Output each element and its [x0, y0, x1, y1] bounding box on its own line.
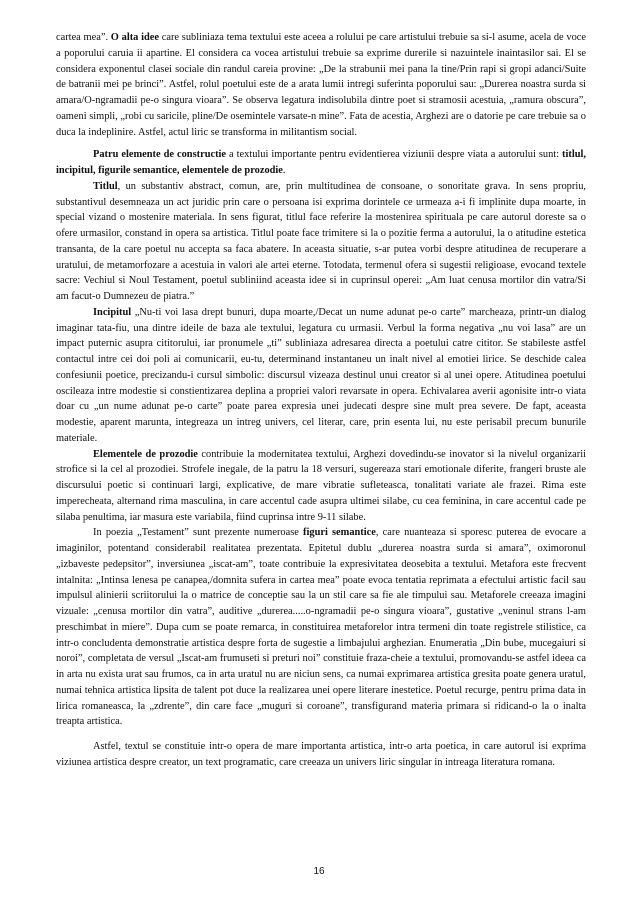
bold-text: Titlul	[93, 180, 118, 192]
body-text: „Nu-ti voi lasa drept bunuri, dupa moarte,/Decat un nume adunat pe-o carte” marcheaza, printr-un dialog imaginar tata-fiu, una dintre ideile de baza ale textului, legatura cu urmasii. Verbul la forma negativa „nu voi lasa” are un impact puternic asupra cititorului, iar pronumele „ti” subliniaza adresarea directa a poetului catre cititor. Se stabileste astfel contactul intre cei doi poli ai comunicarii, eu-tu, determinand instantaneu un inalt nivel al emotiei lirice. Se deschide calea confesiunii poetice, precizandu-i cursul simbolic: discursul vizeaza destinul unui creator si al unei opere. Atitudinea poetului oscileaza intre modestie si constientizarea deplina a propriei valori revarsate in opera. Echivalarea averii agonisite intr-o viata doar cu „un nume adunat pe-o carte” poate parea expresia unei judecati despre sine mult prea severe. De fapt, aceasta modestie, aparent marunta, integreaza un intreg univers, cel literar, care, prin esenta lui, nu este perisabil precum bunurile materiale.	[56, 306, 586, 444]
paragraph-p7	[56, 739, 586, 771]
body-text: a textului importante pentru evidentierea viziunii despre viata a autorului sunt:	[226, 149, 563, 161]
bold-text: Elementele de prozodie	[93, 448, 198, 460]
bold-text: titlul, incipitul, figurile semantice, elementele de prozodie	[56, 149, 586, 176]
page-number: 16	[313, 866, 325, 877]
paragraph-p5	[56, 447, 586, 526]
body-text: contribuie la modernitatea textului, Arghezi dovedindu-se inovator si la nivelul organizarii strofice si la cel al prozodiei. Strofele inegale, de la patru la 18 versuri, sugereaza stari emotionale diferite, frangeri bruste ale discursului poetic si continuari largi, explicative, de mare vibratie sufleteasca, tonalitati variate ale frazei. Rima este imperecheata, alternand rima masculina, in care accentul cade asupra ultimei silabe, cu cea feminina, in care accentul cade pe silaba penultima, iar masura este variabila, fiind cuprinsa intre 9-11 silabe.	[56, 448, 586, 523]
bold-text: O alta idee	[110, 32, 159, 43]
paragraph-p3	[56, 179, 586, 305]
bold-text: Patru elemente de constructie	[93, 149, 227, 161]
paragraph-p4	[56, 305, 586, 447]
bold-text: figuri semantice	[303, 527, 376, 539]
body-text: Astfel, textul se constituie intr-o opera de mare importanta artistica, intr-o arta poetica, in care autorul isi exprima viziunea artistica despre creator, un text programatic, care creeaza un univers liric singular in intreaga literatura romana.	[56, 741, 586, 768]
paragraph-p6	[56, 525, 586, 730]
body-text: care subliniaza tema textului este aceea a rolului pe care artistului trebuie sa si-l asume, acela de voce a poporului caruia ii apartine. El considera ca vocea artistului trebuie sa exprime durerile si nazuintele inaintasilor sai. El se considera exponentul clasei sociale din randul careia provine: „De la strabunii mei pana la tine/Prin rapi si gropi adanci/Suite de batranii mei pe brinci”. Astfel, rolul poetului este de a arata lumii intregi suferinta poporului sau: „Durerea noastra surda si amara/O-ngramadii pe-o singura vioara”. Se observa legatura indisolubila dintre poet si stramosii acestuia, „ramura obscura”, oameni simpli, „robi cu saricile, pline/De osemintele varsate-n mine”. Fata de acestia, Arghezi are o datorie pe care trebuie sa o duca la indeplinire. Astfel, actul liric se transforma in militantism social.	[56, 32, 586, 138]
paragraph-p2	[56, 147, 586, 179]
paragraph-p1	[56, 30, 586, 140]
body-text: , care nuanteaza si sporesc puterea de evocare a imaginilor, potentand considerabil realitatea prezentata. Epitetul dublu „durerea noastra surda si amara”, oximoronul „izbaveste pedepsitor”, inversiunea „iscat-am”, toate contribuie la expresivitatea deosebita a textului. Metafora este frecvent intalnita: „Intinsa lenesa pe canapea,/domnita sufera in cartea mea” poate evoca tentatia reprimata a efectului artistic facil sau impulsul alinierii scriitorului la o matrice de conceptie sau la un stil care sa fie ale timpului sau. Metaforele creeaza imagini vizuale: „cenusa mortilor din vatra”, auditive „durerea.....o-ngramadii pe-o singura vioara”, gustative „veninul strans l-am preschimbat in miere”. Dupa cum se poate remarca, in constituirea metaforelor intra termeni din toate registrele stilistice, ca intr-o concludenta demonstratie artistica despre forta de sugestie a limbajului arghezian. Enumeratia „Din bube, mucegaiuri si noroi”, completata de versul „Iscat-am frumuseti si preturi noi” constituie fraza-cheie a textului, promovandu-se astfel ideea ca in arta nu exista urat sau frumos, ca in arta uratul nu are niciun sens, ca numai exprimarea artistica gresita poate genera uratul, numai tehnica artistica lipsita de talent pot duce la realizarea unei opere literare inestetice. Poetul recurge, pentru prima data in lirica romaneasca, la „zdrente”, din care face „muguri si coroane”, transfigurand materia primara si ridicand-o la o inalta treapta artistica.	[56, 527, 586, 728]
body-text: In poezia „Testament” sunt prezente numeroase	[93, 527, 304, 539]
document-body	[56, 30, 586, 771]
bold-text: Incipitul	[93, 306, 132, 318]
body-text: cartea mea”.	[56, 32, 111, 43]
body-text: .	[282, 165, 286, 176]
body-text: , un substantiv abstract, comun, are, prin multitudinea de consoane, o sonoritate grava. In sens propriu, substantivul desemneaza un act juridic prin care o persoana isi exprima dorintele ce urmeaza a-i fi implinite dupa moarte, in special vizand o mostenire materiala. In sens figurat, titlul face referire la mostenirea spirituala pe care autorul doreste sa o ofere urmasilor, constand in opera sa artistica. Titlul poate face trimitere si la o pozitie ferma a autorului, la o atitudine estetica transanta, de la care poetul nu accepta sa faca abatere. In aceasta situatie, s-ar putea vorbi despre atitudinea de recuperare a uratului, de metamorfozare a acestuia in valori ale artei eterne. Totodata, termenul ofera si sugestii religioase, evocand textele sacre: Vechiul si Noul Testament, poetul subliniind aceasta idee si in cuprinsul operei: „Am luat cenusa mortilor din vatra/Si am facut-o Dumnezeu de piatra.”	[56, 180, 586, 302]
